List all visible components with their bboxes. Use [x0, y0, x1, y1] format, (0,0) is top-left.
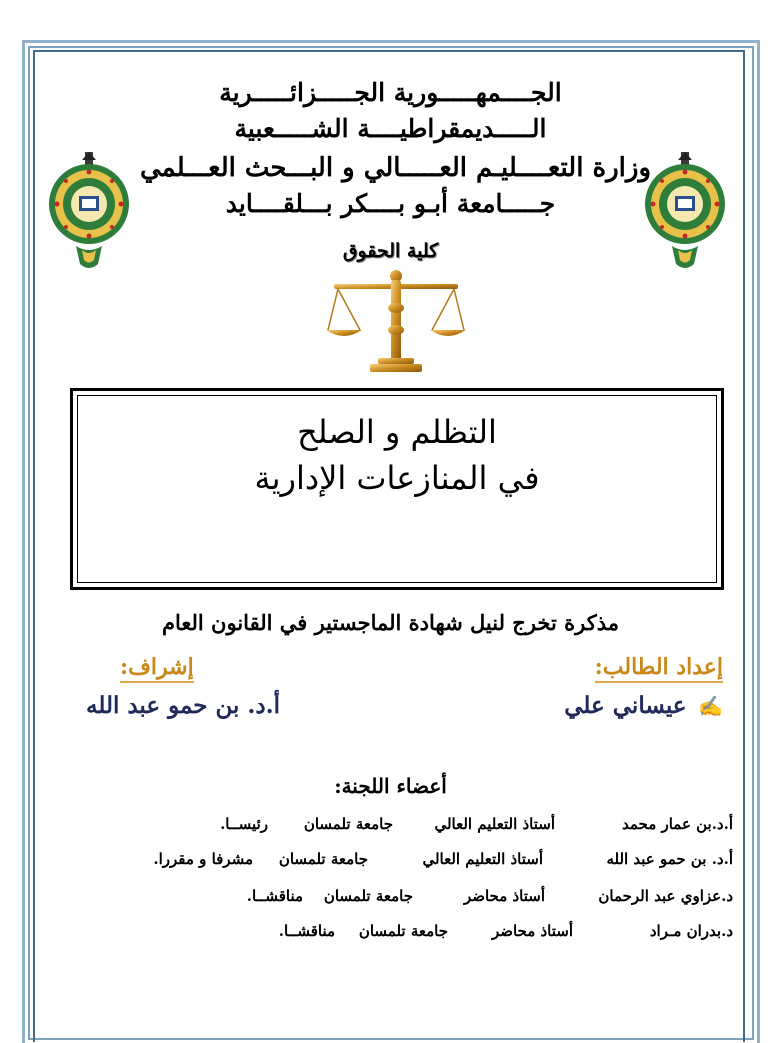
member-university: جامعة تلمسان: [278, 850, 368, 868]
scales-of-justice-icon: [326, 268, 466, 376]
title-box: [70, 388, 724, 590]
header-line-1: الجــــمهـــــورية الجـــــزائـــــرية: [219, 78, 562, 107]
committee-row: [43, 850, 733, 874]
member-university: جامعة تلمسان: [358, 922, 448, 940]
member-rank: أستاذ التعليم العالي: [422, 850, 543, 868]
member-name: أ.د.بن عمار محمد: [621, 815, 733, 833]
committee-row: [43, 815, 733, 839]
member-rank: أستاذ محاضر: [463, 887, 545, 905]
supervisor-name: أ.د. بن حمو عبد الله: [86, 692, 281, 719]
committee-heading: أعضاء اللجنة:: [334, 774, 447, 798]
member-name: د.عزاوي عبد الرحمان: [598, 887, 733, 905]
header-line-4: جـــــامعة أبـو بــــكر بـــلقــــايد: [225, 189, 556, 218]
thesis-subtitle: مذكرة تخرج لنيل شهادة الماجستير في القانون العام: [161, 610, 619, 635]
supervisor-label-wrap: [120, 654, 194, 680]
writing-hand-icon: ✍: [698, 694, 723, 718]
member-university: جامعة تلمسان: [303, 815, 393, 833]
thesis-title-line-2: في المنازعات الإدارية: [254, 459, 540, 497]
header-line-3: وزارة التعــــليـم العـــــالي و البـــحث العـــلمي: [140, 153, 651, 183]
header-line-2: الـــــديمقراطيــــة الشـــــعبية: [234, 114, 547, 143]
member-rank: أستاذ التعليم العالي: [434, 815, 555, 833]
student-label: إعداد الطالب:: [595, 654, 723, 683]
committee-row: [43, 887, 733, 911]
committee-row: [43, 922, 733, 946]
member-rank: أستاذ محاضر: [491, 922, 573, 940]
member-role: مشرفا و مقررا.: [153, 850, 253, 868]
member-role: رئيســا.: [220, 815, 268, 833]
student-row: [564, 692, 723, 719]
faculty-name: كلية الحقوق: [342, 240, 439, 262]
supervisor-label: إشراف:: [120, 654, 194, 683]
student-label-wrap: [595, 654, 723, 680]
thesis-title-line-1: التظلم و الصلح: [297, 413, 497, 451]
student-name: عيساني علي: [564, 692, 687, 719]
member-role: مناقشــا.: [246, 887, 303, 905]
member-name: أ.د. بن حمو عبد الله: [606, 850, 733, 868]
member-university: جامعة تلمسان: [323, 887, 413, 905]
member-name: د.بدران مـراد: [649, 922, 733, 940]
member-role: مناقشــا.: [278, 922, 335, 940]
